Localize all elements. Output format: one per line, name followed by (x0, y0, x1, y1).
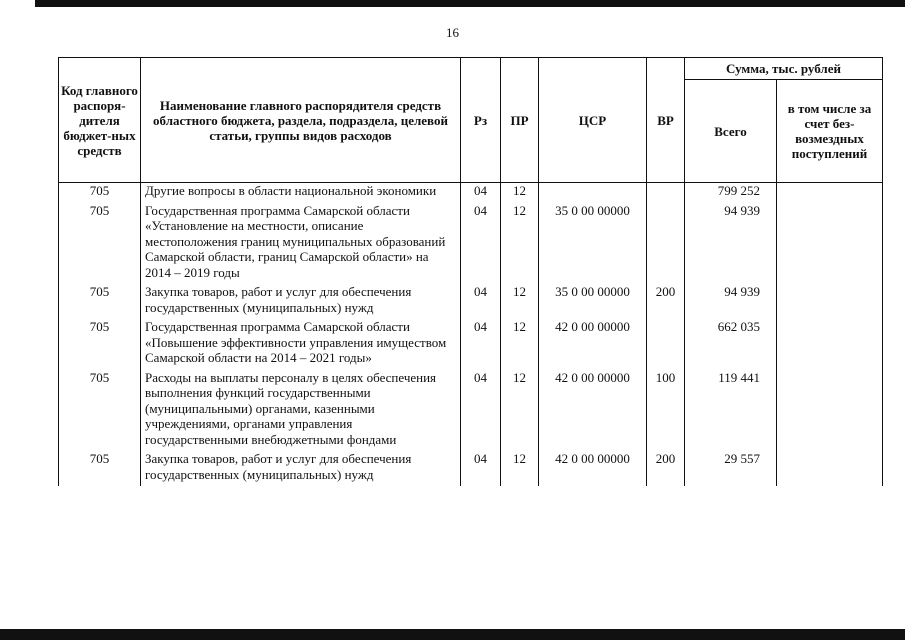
header-name: Наименование главного распорядителя средств областного бюджета, раздела, подраздела, целевой статьи, группы видов расходов (141, 58, 461, 183)
row-name: Другие вопросы в области национальной экономики (141, 183, 461, 203)
header-rz: Рз (461, 58, 501, 183)
row-pr: 12 (501, 203, 539, 285)
row-pr: 12 (501, 451, 539, 486)
row-vr: 200 (647, 284, 685, 319)
row-code: 705 (59, 203, 141, 285)
row-code: 705 (59, 183, 141, 203)
row-total: 662 035 (685, 319, 777, 370)
header-incl: в том числе за счет без-возмездных поступлений (777, 80, 883, 183)
table-row (59, 183, 883, 203)
row-pr: 12 (501, 284, 539, 319)
header-sum-group: Сумма, тыс. рублей (685, 58, 883, 80)
row-csr: 42 0 00 00000 (539, 451, 647, 486)
row-name: Государственная программа Самарской области «Установление на местности, описание местоположения границ муниципальных образований Самарской области, границ Самарской области» на 2014 – 2019 годы (141, 203, 461, 285)
scan-top-edge (35, 0, 905, 7)
row-name: Государственная программа Самарской области «Повышение эффективности управления имуществом Самарской области на 2014 – 2021 годы» (141, 319, 461, 370)
row-csr: 35 0 00 00000 (539, 203, 647, 285)
row-rz: 04 (461, 284, 501, 319)
row-total: 94 939 (685, 203, 777, 285)
row-csr (539, 183, 647, 203)
row-code: 705 (59, 284, 141, 319)
row-csr: 42 0 00 00000 (539, 319, 647, 370)
row-rz: 04 (461, 319, 501, 370)
header-total: Всего (685, 80, 777, 183)
row-name: Закупка товаров, работ и услуг для обеспечения государственных (муниципальных) нужд (141, 284, 461, 319)
row-vr (647, 183, 685, 203)
row-incl (777, 319, 883, 370)
row-code: 705 (59, 370, 141, 452)
row-code: 705 (59, 319, 141, 370)
row-rz: 04 (461, 203, 501, 285)
table-row (59, 451, 883, 486)
table-row (59, 284, 883, 319)
row-total: 119 441 (685, 370, 777, 452)
row-name: Закупка товаров, работ и услуг для обеспечения государственных (муниципальных) нужд (141, 451, 461, 486)
row-incl (777, 203, 883, 285)
table-row (59, 370, 883, 452)
table-row (59, 203, 883, 285)
row-csr: 35 0 00 00000 (539, 284, 647, 319)
row-vr: 100 (647, 370, 685, 452)
row-incl (777, 284, 883, 319)
row-rz: 04 (461, 183, 501, 203)
row-name: Расходы на выплаты персоналу в целях обеспечения выполнения функций государственными (муниципальными) органами, казенными учреждениями, органами управления государственными внебюджетными фондами (141, 370, 461, 452)
row-pr: 12 (501, 370, 539, 452)
header-pr: ПР (501, 58, 539, 183)
row-incl (777, 183, 883, 203)
row-incl (777, 370, 883, 452)
row-incl (777, 451, 883, 486)
row-rz: 04 (461, 451, 501, 486)
header-csr: ЦСР (539, 58, 647, 183)
header-code: Код главного распоря-дителя бюджет-ных средств (59, 58, 141, 183)
row-vr: 200 (647, 451, 685, 486)
row-code: 705 (59, 451, 141, 486)
scan-bottom-edge (0, 629, 905, 640)
row-vr (647, 319, 685, 370)
page-number: 16 (446, 25, 459, 40)
row-total: 29 557 (685, 451, 777, 486)
row-vr (647, 203, 685, 285)
header-vr: ВР (647, 58, 685, 183)
row-rz: 04 (461, 370, 501, 452)
row-pr: 12 (501, 319, 539, 370)
row-csr: 42 0 00 00000 (539, 370, 647, 452)
budget-table (58, 57, 883, 486)
row-pr: 12 (501, 183, 539, 203)
table-row (59, 319, 883, 370)
row-total: 94 939 (685, 284, 777, 319)
row-total: 799 252 (685, 183, 777, 203)
